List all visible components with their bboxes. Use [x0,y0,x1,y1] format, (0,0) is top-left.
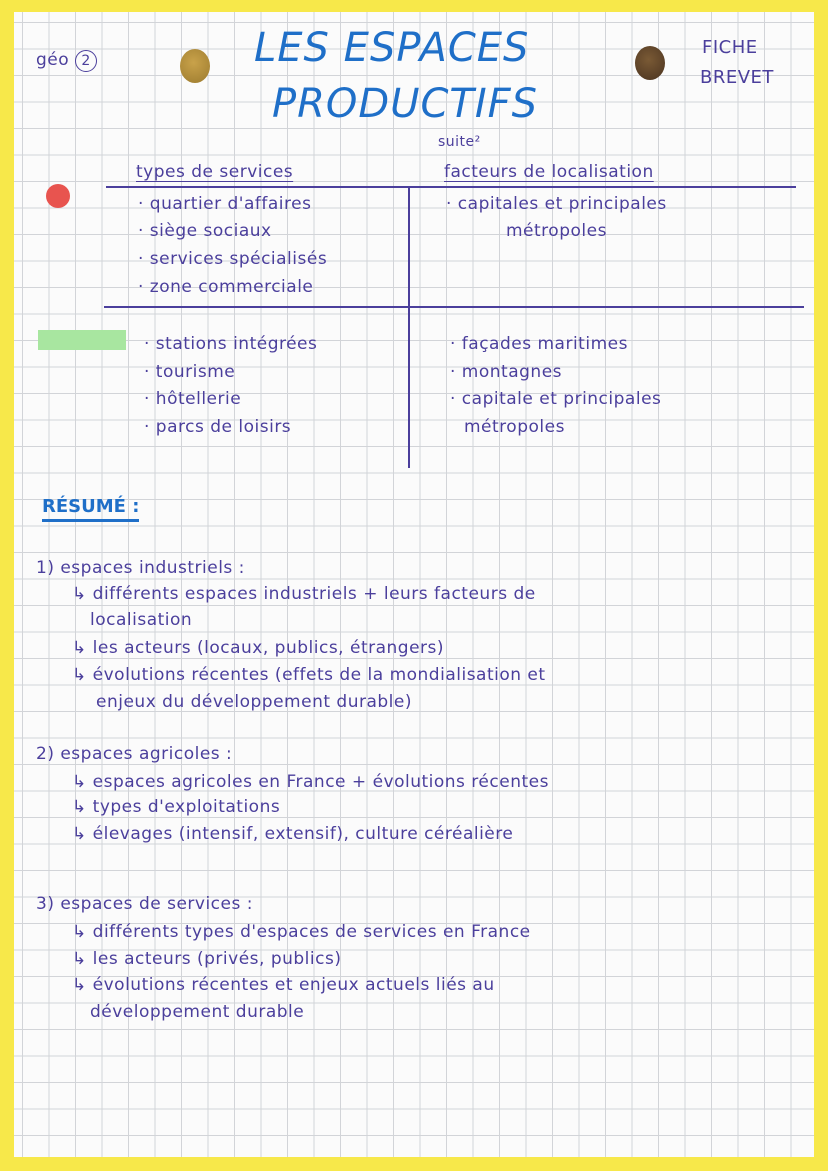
section-line: ↳ différents types d'espaces de services en France [72,922,531,942]
table-cell: · tourisme [144,362,236,382]
red-dot-marker [46,184,70,208]
table-cell: · services spécialisés [138,249,328,269]
table-header-rule [106,186,796,188]
coin-sticker-left [180,49,210,83]
table-cell: · hôtellerie [144,389,242,409]
table-cell: · montagnes [450,362,563,382]
table-cell: · zone commerciale [138,277,314,297]
notebook-page [14,12,814,1157]
section-title: 3) espaces de services : [36,894,253,914]
table-cell: · façades maritimes [450,334,628,354]
section-line: enjeux du développement durable) [96,692,412,712]
fiche-label: FICHE [702,37,758,58]
green-marker [38,330,126,350]
section-line: développement durable [90,1002,305,1022]
resume-heading: RÉSUMÉ : [42,496,139,522]
section-line: ↳ types d'exploitations [72,797,281,817]
subject-text: géo [36,50,70,70]
table-cell: · quartier d'affaires [138,194,312,214]
table-cell: métropoles [464,417,565,437]
table-cell: · capitale et principales [450,389,662,409]
title-line2: PRODUCTIFS [272,81,539,127]
section-line: ↳ différents espaces industriels + leurs facteurs de [72,584,536,604]
table-cell: · capitales et principales [446,194,667,214]
section-line: ↳ les acteurs (privés, publics) [72,949,342,969]
section-line: ↳ espaces agricoles en France + évolutions récentes [72,772,549,792]
subject-label [36,50,97,72]
section-title: 2) espaces agricoles : [36,744,233,764]
section-line: localisation [90,610,193,630]
section-line: ↳ évolutions récentes (effets de la mondialisation et [72,665,546,685]
table-column-divider [408,186,410,468]
section-title: 1) espaces industriels : [36,558,245,578]
brevet-label: BREVET [700,67,774,88]
suite-label: suite² [438,134,481,150]
table-row-divider [104,306,804,308]
number-circle: 2 [75,50,97,72]
col1-header: types de services [136,162,294,182]
table-cell: · siège sociaux [138,221,272,241]
table-cell: · parcs de loisirs [144,417,292,437]
section-line: ↳ les acteurs (locaux, publics, étrangers) [72,638,445,658]
table-cell: métropoles [506,221,607,241]
table-cell: · stations intégrées [144,334,318,354]
coin-sticker-right [635,46,665,80]
section-line: ↳ élevages (intensif, extensif), culture céréalière [72,824,514,844]
section-line: ↳ évolutions récentes et enjeux actuels liés au [72,975,495,995]
title-line1: LES ESPACES [254,25,530,71]
col2-header: facteurs de localisation [444,162,654,182]
